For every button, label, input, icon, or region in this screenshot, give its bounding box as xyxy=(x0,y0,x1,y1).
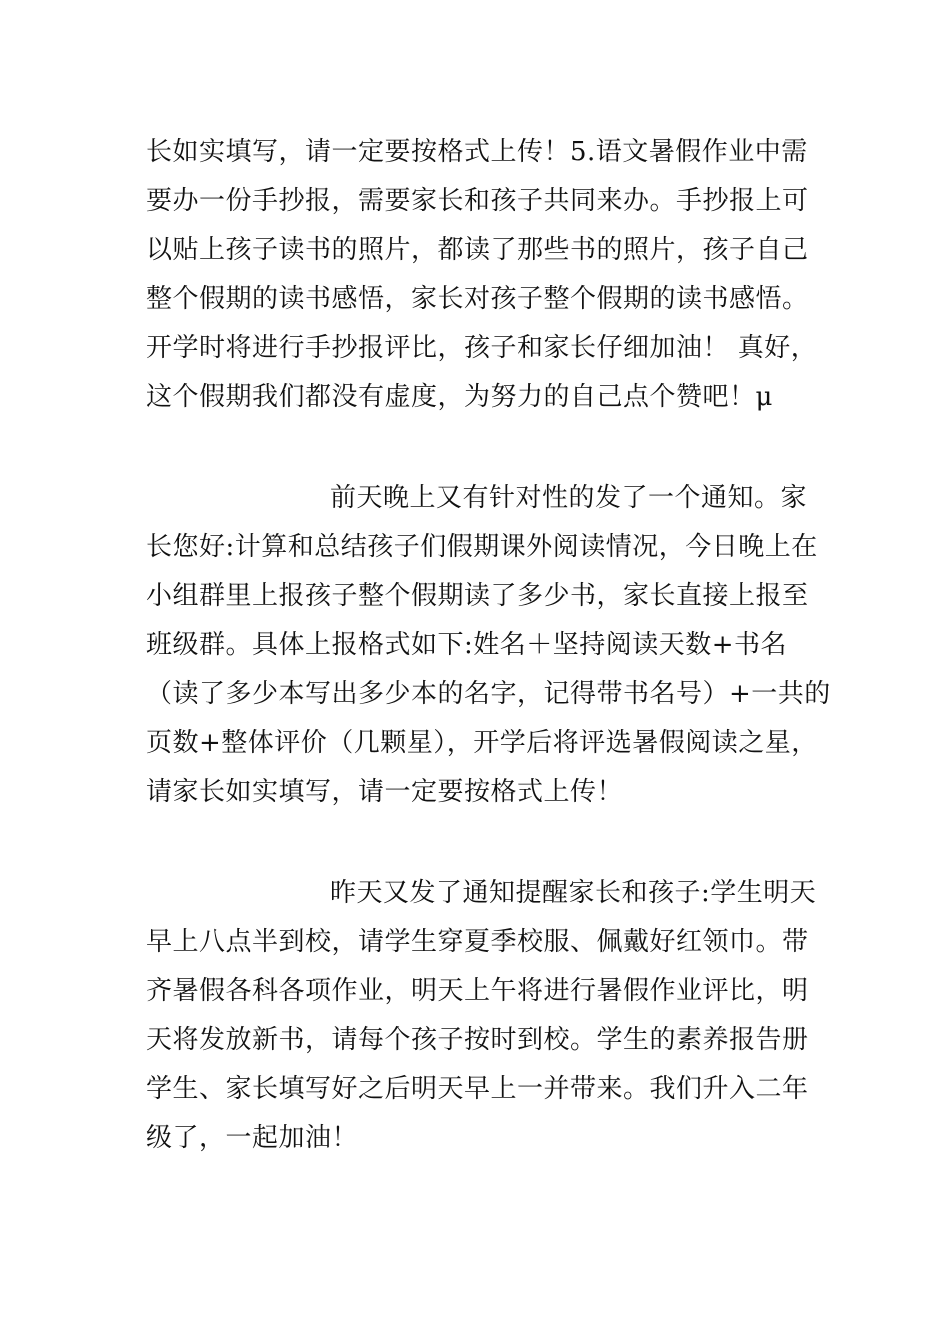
text-line: 整个假期的读书感悟，家长对孩子整个假期的读书感悟。 xyxy=(146,284,809,314)
text-line: 昨天又发了通知提醒家长和孩子:学生明天 xyxy=(330,878,817,908)
text-line: 长您好:计算和总结孩子们假期课外阅读情况，今日晚上在 xyxy=(146,532,818,562)
text-line: 请家长如实填写，请一定要按格式上传！ xyxy=(146,777,624,807)
text-line: 小组群里上报孩子整个假期读了多少书，家长直接上报至 xyxy=(146,581,809,611)
text-line: 天将发放新书，请每个孩子按时到校。学生的素养报告册 xyxy=(146,1025,809,1055)
text-line: 要办一份手抄报，需要家长和孩子共同来办。手抄报上可 xyxy=(146,186,809,216)
text-line: 早上八点半到校，请学生穿夏季校服、佩戴好红领巾。带 xyxy=(146,927,809,957)
text-line: 以贴上孩子读书的照片，都读了那些书的照片，孩子自己 xyxy=(146,235,809,265)
text-line: （读了多少本写出多少本的名字，记得带书名号）+一共的 xyxy=(146,679,831,709)
paragraph-school-start-notice xyxy=(146,869,817,1163)
text-line: 前天晚上又有针对性的发了一个通知。家 xyxy=(330,483,808,513)
text-line: 开学时将进行手抄报评比，孩子和家长仔细加油！ 真好， xyxy=(146,333,818,363)
text-line: 齐暑假各科各项作业，明天上午将进行暑假作业评比，明 xyxy=(146,976,809,1006)
paragraph-reading-report-notice xyxy=(146,474,831,817)
paragraph-homework-notice xyxy=(146,128,818,422)
text-line: 级了，一起加油！ xyxy=(146,1123,359,1153)
text-line: 长如实填写，请一定要按格式上传！5.语文暑假作业中需 xyxy=(146,137,808,167)
text-line: 页数+整体评价（几颗星），开学后将评选暑假阅读之星， xyxy=(146,728,818,758)
text-line: 班级群。具体上报格式如下:姓名＋坚持阅读天数+书名 xyxy=(146,630,788,660)
text-line: 学生、家长填写好之后明天早上一并带来。我们升入二年 xyxy=(146,1074,809,1104)
text-line: 这个假期我们都没有虚度，为努力的自己点个赞吧！μ xyxy=(146,382,773,412)
